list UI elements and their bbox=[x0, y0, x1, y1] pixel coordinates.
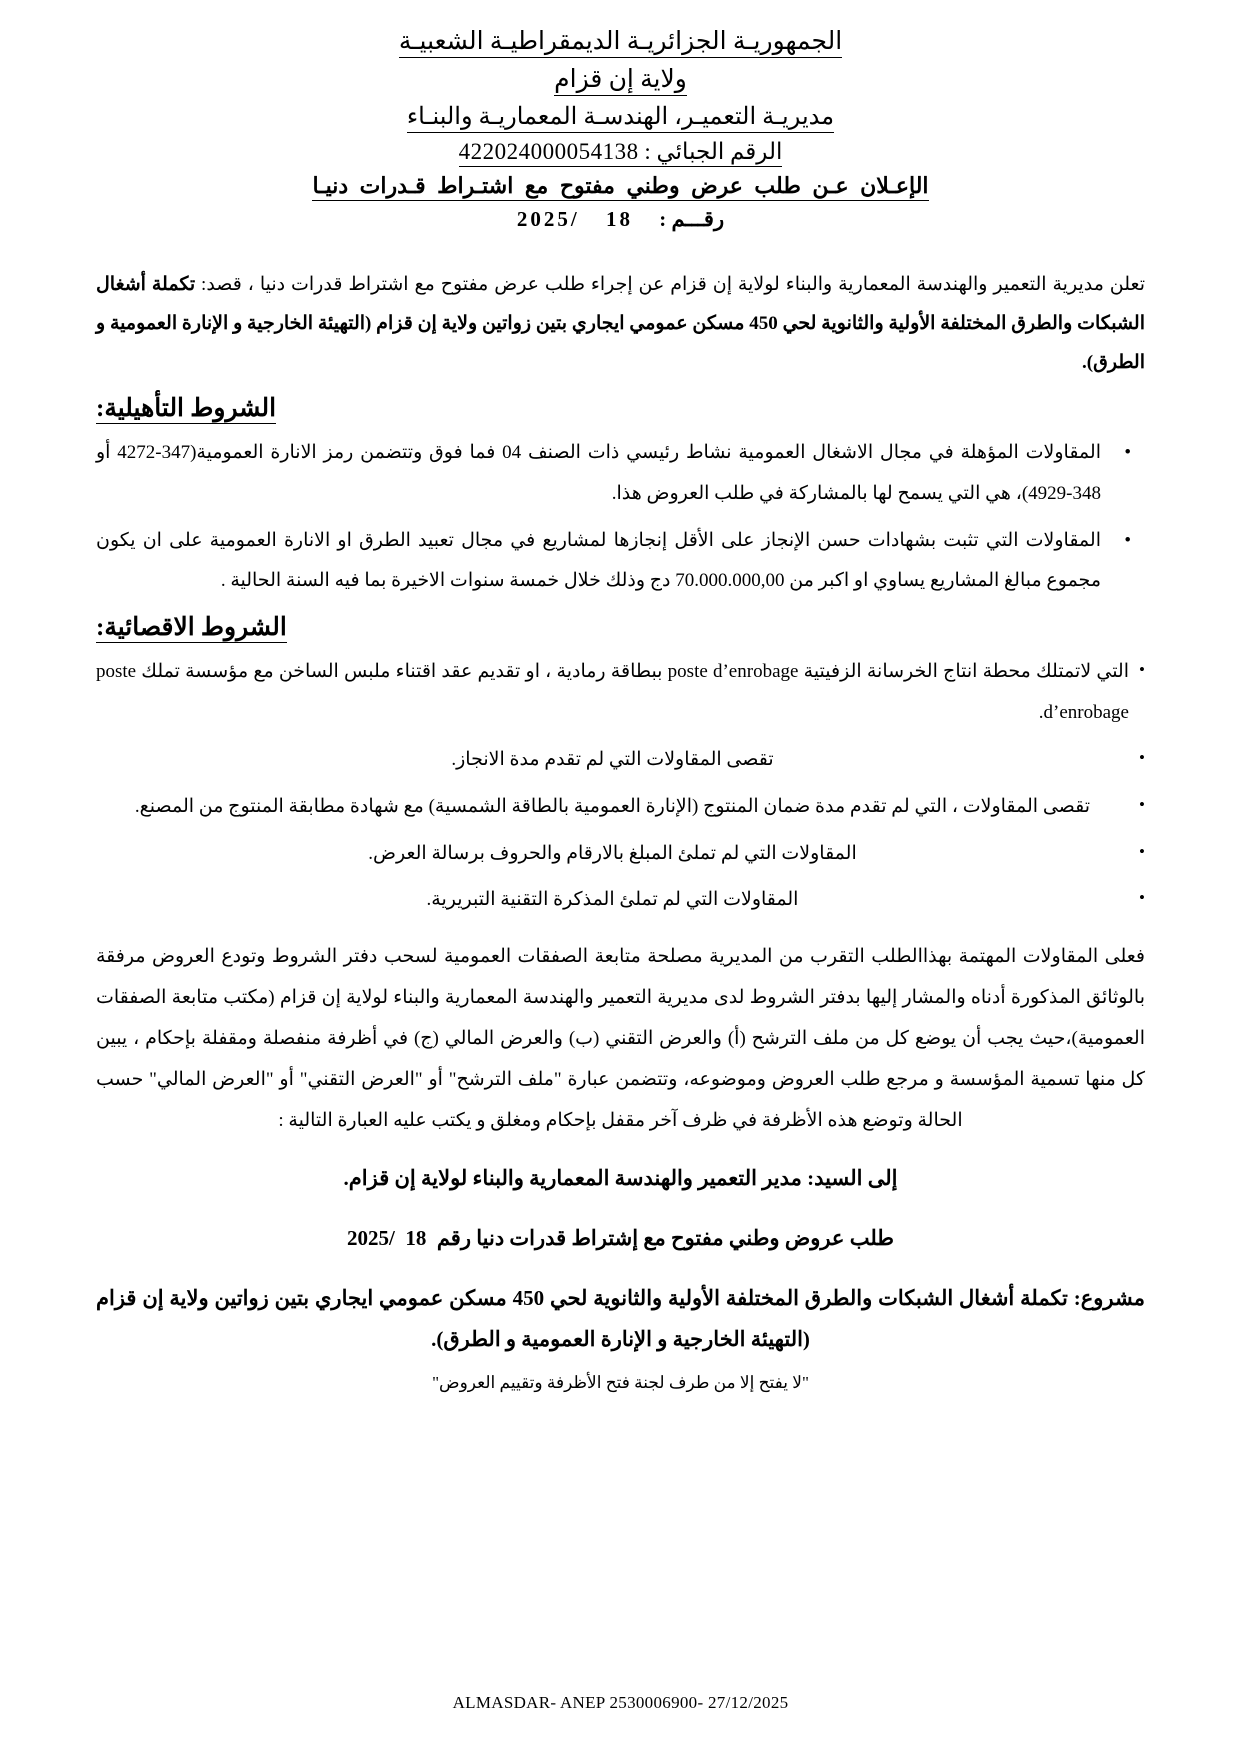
header-number-label: رقـــم : bbox=[659, 207, 725, 231]
tender-reference-year: 2025/ bbox=[346, 1225, 395, 1250]
header-tax-id-line bbox=[96, 139, 1145, 167]
header-tax-id-label: الرقم الجبائي : bbox=[644, 139, 783, 164]
intro-text-normal: تعلن مديرية التعمير والهندسة المعمارية والبناء لولاية إن قزام عن إجراء طلب عرض مفتوح مع اشتراط قدرات دنيا ، قصد: bbox=[201, 274, 1146, 295]
project-description-line bbox=[96, 1278, 1145, 1360]
addressee-line: إلى السيد: مدير التعمير والهندسة المعمارية والبناء لولاية إن قزام. bbox=[343, 1166, 898, 1191]
header-directorate-text: مديريـة التعميـر، الهندسـة المعماريـة والبنـاء bbox=[407, 102, 834, 133]
sealed-envelope-note: "لا يفتح إلا من طرف لجنة فتح الأظرفة وتقييم العروض" bbox=[432, 1373, 809, 1393]
tender-reference-number: 18 bbox=[405, 1225, 427, 1250]
header-number-year: 2025/ bbox=[516, 207, 580, 231]
header-announcement-text: الإعـلان عـن طلب عرض وطني مفتوح مع اشتـراط قـدرات دنيـا bbox=[312, 173, 928, 201]
header-number-value: 18 bbox=[605, 207, 633, 231]
list-item: • المقاولات التي لم تملئ المبلغ بالارقام والحروف برسالة العرض. bbox=[96, 834, 1145, 875]
header-number-line bbox=[96, 207, 1145, 232]
intro-text-bold: تكملة أشغال الشبكات والطرق المختلفة الأولية والثانوية لحي 450 مسكن عمومي ايجاري بتين زواتين ولاية إن قزام (التهيئة الخارجية و الإنارة العمومية و الطرق). bbox=[96, 274, 1145, 373]
header-number-group bbox=[517, 207, 724, 232]
qualification-title-text: الشروط التأهيلية: bbox=[96, 394, 277, 422]
header-announcement-line bbox=[96, 173, 1145, 201]
exclusion-conditions-list bbox=[96, 652, 1145, 921]
qualification-conditions-list bbox=[96, 433, 1145, 602]
project-label: مشروع: bbox=[1073, 1285, 1145, 1310]
header-tax-id-group bbox=[459, 139, 783, 167]
header-directorate-line bbox=[96, 102, 1145, 133]
header-wilaya-line bbox=[96, 64, 1145, 96]
header-republic-text: الجمهوريـة الجزائريـة الديمقراطيـة الشعبيـة bbox=[399, 26, 842, 58]
exclusion-section-title bbox=[96, 612, 1145, 642]
list-item: • المقاولات التي تثبت بشهادات حسن الإنجاز على الأقل إنجازها لمشاريع في مجال تعبيد الطرق او الانارة العمومية على ان يكون مجموع مبالغ المشاريع يساوي او اكبر من 70.000.000,00 دج وذلك خلال خمسة سنوات الاخيرة بما فيه السنة الحالية . bbox=[96, 521, 1145, 603]
list-item: • المقاولات المؤهلة في مجال الاشغال العمومية نشاط رئيسي ذات الصنف 04 فما فوق وتتضمن رمز الانارة العمومية(347-4272 أو 348-4929)، هي التي يسمح لها بالمشاركة في طلب العروض هذا. bbox=[96, 433, 1145, 515]
list-item: • تقصى المقاولات ، التي لم تقدم مدة ضمان المنتوج (الإنارة العمومية بالطاقة الشمسية) مع شهادة مطابقة المنتوج من المصنع. bbox=[96, 787, 1145, 828]
tender-reference-prefix: طلب عروض وطني مفتوح مع إشتراط قدرات دنيا رقم bbox=[436, 1225, 894, 1250]
submission-instructions-paragraph: فعلى المقاولات المهتمة بهذاالطلب التقرب من المديرية مصلحة متابعة الصفقات العمومية لسحب دفتر الشروط وتودع العروض مرفقة بالوثائق المذكورة أدناه والمشار إليها بدفتر الشروط لدى مديرية التعمير والهندسة المعمارية والبناء لولاية إن قزام (مكتب متابعة الصفقات العمومية)،حيث يجب أن يوضع كل من ملف الترشح (أ) والعرض التقني (ب) والعرض المالي (ج) في أظرفة منفصلة ومقفلة بإحكام ، يبين كل منها تسمية المؤسسة و مرجع طلب العروض وموضوعه، وتتضمن عبارة "ملف الترشح" أو "العرض التقني" أو "العرض المالي" حسب الحالة وتوضع هذه الأظرفة في ظرف آخر مقفل بإحكام ومغلق و يكتب عليه العبارة التالية : bbox=[96, 946, 1145, 1131]
document-header bbox=[96, 26, 1145, 232]
tender-reference-line bbox=[96, 1217, 1145, 1260]
qualification-section-title bbox=[96, 393, 1145, 423]
exclusion-title-text: الشروط الاقصائية: bbox=[96, 614, 287, 642]
list-item: • التي لاتمتلك محطة انتاج الخرسانة الزفيتية poste d’enrobage ببطاقة رمادية ، او تقديم عقد اقتناء ملبس الساخن مع مؤسسة تملك poste d’enrobage. bbox=[96, 652, 1145, 734]
header-republic-line bbox=[96, 26, 1145, 58]
list-item: • تقصى المقاولات التي لم تقدم مدة الانجاز. bbox=[96, 740, 1145, 781]
header-wilaya-text: ولاية إن قزام bbox=[554, 64, 687, 96]
header-tax-id-value: 422024000054138 bbox=[458, 139, 639, 164]
page-footer: ALMASDAR- ANEP 2530006900- 27/12/2025 bbox=[452, 1693, 789, 1712]
project-text: تكملة أشغال الشبكات والطرق المختلفة الأولية والثانوية لحي 450 مسكن عمومي ايجاري بتين زواتين ولاية إن قزام (التهيئة الخارجية و الإنارة العمومية و الطرق). bbox=[96, 1285, 1068, 1351]
intro-paragraph bbox=[96, 266, 1145, 383]
list-item: • المقاولات التي لم تملئ المذكرة التقنية التبريرية. bbox=[96, 880, 1145, 921]
